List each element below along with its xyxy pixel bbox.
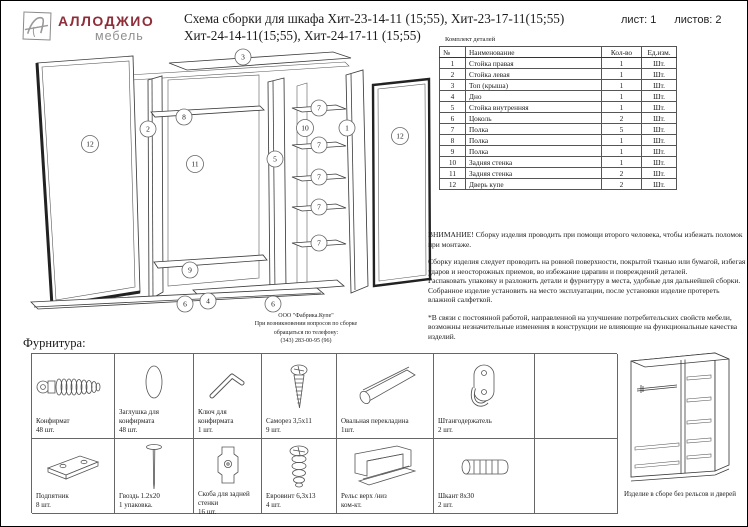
hardware-cell-rail-profile: [337, 439, 434, 514]
back-wall-bracket-icon: [194, 439, 261, 490]
hardware-qty: 48 шт.: [36, 425, 55, 434]
oval-cap-icon: [115, 354, 193, 408]
assembled-wardrobe-drawing: [617, 343, 748, 489]
sheets-total: листов: 2: [674, 14, 722, 26]
back-strip-drawing: [297, 83, 307, 288]
hardware-qty: 1 упаковка.: [119, 501, 153, 510]
hardware-name: Ключ для конфирмата: [198, 407, 234, 425]
factory-contact: [239, 312, 373, 346]
svg-text:8: 8: [182, 112, 186, 122]
table-row: 9 Полка 1 Шт.: [440, 146, 677, 157]
svg-text:12: 12: [86, 139, 94, 149]
brand-name: АЛЛОДЖИО: [58, 13, 155, 29]
svg-text:12: 12: [396, 131, 404, 141]
callout-6-left: [177, 296, 193, 312]
table-row: 4 Дно 1 Шт.: [440, 91, 677, 102]
nail-icon: [115, 439, 193, 492]
self-tapping-screw-icon: [262, 354, 336, 417]
hardware-qty: ком-кт.: [341, 501, 362, 510]
table-row: 5 Стойка внутренняя 1 Шт.: [440, 102, 677, 113]
hardware-qty: 4 шт.: [266, 500, 281, 509]
table-row: 12 Дверь купе 2 Шт.: [440, 179, 677, 190]
hardware-cell-key: [194, 354, 262, 439]
hardware-cell-cap: [115, 354, 194, 439]
svg-text:7: 7: [317, 172, 321, 182]
hardware-name: Конфирмат: [36, 416, 70, 425]
hardware-name: Саморез 3,5х11: [266, 416, 312, 425]
foot-plate-icon: [32, 439, 114, 492]
hardware-name: Рельс верх /низ: [341, 492, 387, 500]
assembly-notes: [428, 230, 746, 341]
callout-7-5: [311, 235, 327, 251]
hardware-name: Гвоздь 1.2х20: [119, 492, 160, 500]
exploded-view-diagram: [1, 41, 441, 341]
hardware-name: Штангодержатель: [438, 416, 492, 425]
hardware-qty: 9 шт.: [266, 425, 281, 434]
callout-11: [187, 156, 204, 173]
confirmat-screw-icon: [32, 354, 114, 417]
svg-text:11: 11: [191, 159, 199, 169]
right-side-board-drawing: [346, 70, 368, 293]
factory-note: обращаться по телефону:: [273, 329, 339, 336]
hardware-qty: 1шт.: [341, 425, 355, 434]
hardware-qty: 2 шт.: [438, 425, 453, 434]
svg-text:7: 7: [317, 202, 321, 212]
hardware-cell-rail-bar: [337, 354, 434, 439]
factory-name: ООО "Фабрика.Купе": [278, 313, 334, 319]
svg-text:6: 6: [271, 299, 275, 309]
callout-8: [176, 109, 192, 125]
hardware-cell-screw: [262, 354, 337, 439]
rod-holder-icon: [434, 354, 534, 417]
callout-3: [235, 49, 251, 65]
col-header-qty: Кол-во: [602, 47, 642, 58]
hardware-cell-empty-top: [535, 354, 618, 439]
table-row: 11 Задняя стенка 2 Шт.: [440, 168, 677, 179]
table-row: 6 Цоколь 2 Шт.: [440, 113, 677, 124]
hardware-cell-bracket: [194, 439, 262, 517]
page-title: [184, 10, 564, 44]
table-row: 1 Стойка правая 1 Шт.: [440, 58, 677, 69]
svg-text:6: 6: [183, 299, 187, 309]
callout-12-right: [392, 128, 409, 145]
euro-screw-icon: [262, 439, 336, 492]
callout-10: [297, 120, 314, 137]
svg-text:7: 7: [317, 103, 321, 113]
callout-1: [339, 120, 355, 136]
factory-note: При возникновении вопросов по сборке: [254, 321, 358, 328]
hardware-cell-dowel: [434, 439, 535, 514]
oval-rail-icon: [337, 354, 433, 417]
svg-text:7: 7: [317, 140, 321, 150]
stylized-a-icon: [24, 13, 50, 39]
hardware-title: Фурнитура:: [23, 336, 86, 350]
brand-subtitle: мебель: [95, 29, 144, 43]
callout-4: [200, 293, 216, 309]
note-paragraph: Распаковать упаковку и разложить детали и фурнитуру в места, удобные для дальнейшей сборки.: [428, 276, 741, 286]
table-row: 7 Полка 5 Шт.: [440, 124, 677, 135]
sheet-info: [621, 14, 722, 26]
svg-text:7: 7: [317, 238, 321, 248]
hardware-qty: 2 шт.: [438, 500, 453, 509]
hardware-cell-euro-screw: [262, 439, 337, 514]
callout-5: [267, 151, 283, 167]
brand-block: [58, 13, 154, 43]
callout-12-left: [82, 136, 99, 153]
footnote-text: *В связи с постоянной работой, направленной на улучшение потребительских свойств мебели, возможны незначительные изменения в конструкции не влияющие на функциональные качества изделий.: [428, 312, 738, 341]
col-header-num: №: [440, 47, 466, 58]
callout-6-center: [265, 296, 281, 312]
table-row: 2 Стойка левая 1 Шт.: [440, 69, 677, 80]
sheet-number: лист: 1: [621, 14, 657, 26]
hardware-name: Скоба для задней стенки: [198, 490, 250, 508]
hardware-name: Заглушка для конфирмата: [119, 407, 159, 425]
hardware-qty: 16 шт.: [198, 508, 217, 517]
svg-text:3: 3: [241, 52, 245, 62]
hardware-cell-empty-bottom: [535, 439, 618, 514]
hardware-cell-nail: [115, 439, 194, 514]
callout-7-4: [311, 199, 327, 215]
note-paragraph: Сборку изделия следует проводить на ровной поверхности, покрытой тканью или бумагой, избегая ударов и неосторожных приемов, во избежание царапин и повреждений деталей.: [428, 257, 746, 276]
callout-7-2: [311, 137, 327, 153]
table-row: 10 Задняя стенка 1 Шт.: [440, 157, 677, 168]
svg-text:2: 2: [146, 124, 150, 134]
table-row: 3 Топ (крыша) 1 Шт.: [440, 80, 677, 91]
hardware-qty: 8 шт.: [36, 500, 51, 509]
hardware-name: Подпятник: [36, 491, 69, 500]
parts-table: [439, 46, 677, 190]
hardware-grid: [31, 353, 617, 517]
col-header-unit: Ед.изм.: [642, 47, 677, 58]
hardware-cell-rod-holder: [434, 354, 535, 439]
callout-7-1: [311, 100, 327, 116]
hardware-name: Овальная перекладина: [341, 416, 409, 425]
hex-key-icon: [194, 354, 261, 408]
brand-logo: [23, 12, 52, 41]
warning-text: ВНИМАНИЕ! Сборку изделия проводить при помощи второго человека, чтобы избежать поломок при монтаже.: [428, 230, 743, 249]
col-header-name: Наименование: [466, 47, 602, 58]
callout-9: [182, 262, 198, 278]
hardware-name: Шкант 8х30: [438, 491, 475, 500]
title-line-1: Схема сборки для шкафа Хит-23-14-11 (15;55), Хит-23-17-11(15;55): [184, 11, 565, 26]
rail-profile-icon: [337, 439, 433, 492]
hardware-cell-confirmat: [32, 354, 115, 439]
hardware-name: Евровинт 6,3х13: [266, 491, 316, 500]
svg-text:10: 10: [301, 123, 309, 133]
callout-2: [140, 121, 156, 137]
assembled-wardrobe-caption: Изделие в сборе без рельсов и дверей: [623, 490, 737, 498]
note-paragraph: Собранное изделие установить на место эксплуатации, после установки изделие протереть влажной салфеткой.: [428, 285, 720, 305]
dowel-icon: [434, 439, 534, 492]
svg-text:4: 4: [206, 296, 210, 306]
hardware-qty: 1 шт.: [198, 425, 213, 434]
hardware-qty: 48 шт.: [119, 425, 138, 434]
callout-7-3: [311, 169, 327, 185]
svg-text:1: 1: [345, 123, 349, 133]
factory-phone: (343) 283-00-95 (96): [280, 338, 332, 345]
hardware-cell-foot-plate: [32, 439, 115, 514]
parts-table-caption: Комплект деталей: [445, 36, 496, 43]
svg-text:9: 9: [188, 265, 192, 275]
parts-table-header: [440, 47, 677, 58]
svg-text:5: 5: [273, 154, 277, 164]
table-row: 8 Полка 1 Шт.: [440, 135, 677, 146]
inner-upright-drawing: [268, 78, 286, 297]
title-line-2: Хит-24-14-11(15;55), Хит-24-17-11 (15;55): [184, 28, 421, 44]
